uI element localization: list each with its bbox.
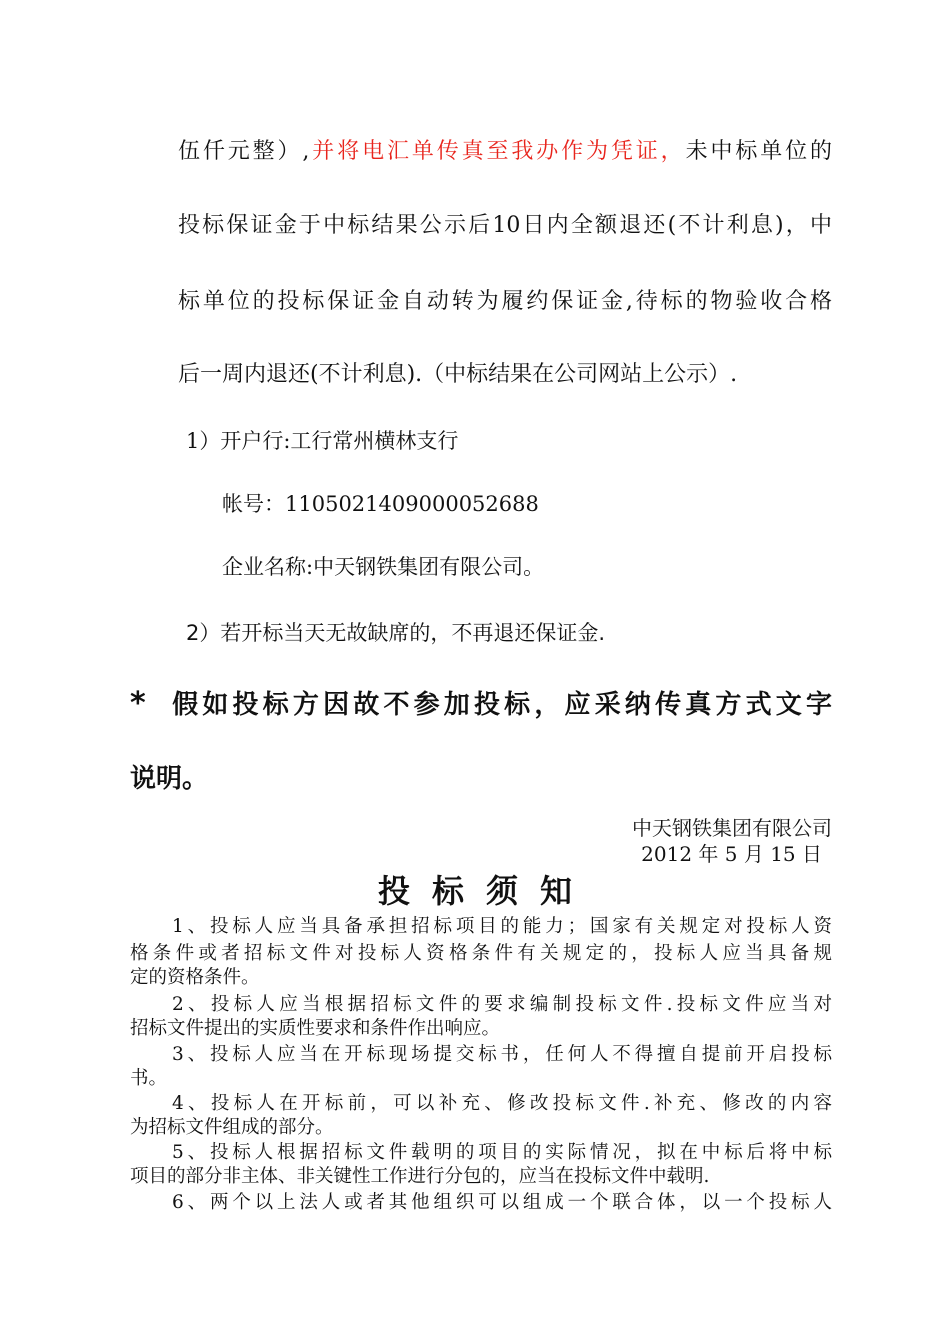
paragraph-line-1-b: 未中标单位的 [685, 139, 832, 164]
rule-4-line-2: 为招标文件组成的部分。 [130, 1117, 334, 1138]
rule-5-line-1: 5、投标人根据招标文件载明的项目的实际情况，拟在中标后将中标 [172, 1142, 832, 1163]
fax-instruction-highlight: 并将电汇单传真至我办作为凭证， [309, 139, 686, 164]
rule-2-line-2: 招标文件提出的实质性要求和条件作出响应。 [130, 1018, 501, 1039]
asterisk-icon: * [130, 686, 146, 721]
bank-account: 帐号：1105021409000052688 [222, 492, 539, 516]
bank-item-1: 1）开户行:工行常州横林支行 [186, 429, 459, 453]
rule-3-line-2: 书。 [130, 1068, 168, 1089]
rule-4-line-1: 4、投标人在开标前，可以补充、修改投标文件.补充、修改的内容 [172, 1093, 832, 1114]
section-title: 投标须知 [377, 872, 594, 910]
paragraph-line-1-a: 伍仟元整）, [178, 139, 310, 164]
rule-5-line-2: 项目的部分非主体、非关键性工作进行分包的，应当在投标文件中载明. [130, 1166, 710, 1187]
signature-company: 中天钢铁集团有限公司 [632, 816, 832, 840]
absence-notice-line-1 [130, 684, 832, 721]
rule-2-line-1: 2、投标人应当根据招标文件的要求编制投标文件.投标文件应当对 [172, 994, 832, 1015]
rule-1-line-2: 格条件或者招标文件对投标人资格条件有关规定的，投标人应当具备规 [130, 943, 832, 964]
rule-1-line-1: 1、投标人应当具备承担招标项目的能力；国家有关规定对投标人资 [172, 916, 832, 937]
paragraph-line-3: 标单位的投标保证金自动转为履约保证金,待标的物验收合格 [178, 289, 832, 314]
paragraph-line-4: 后一周内退还(不计利息).（中标结果在公司网站上公示）. [178, 362, 738, 387]
bank-item-2: 2）若开标当天无故缺席的，不再退还保证金. [186, 621, 606, 645]
paragraph-line-1 [178, 134, 832, 165]
rule-3-line-1: 3、投标人应当在开标现场提交标书，任何人不得擅自提前开启投标 [172, 1044, 832, 1065]
absence-notice-text: 假如投标方因故不参加投标，应采纳传真方式文字 [172, 690, 832, 720]
absence-notice-line-2: 说明。 [130, 764, 209, 794]
rule-1-line-3: 定的资格条件。 [130, 967, 260, 988]
paragraph-line-2: 投标保证金于中标结果公示后10日内全额退还(不计利息)，中 [178, 213, 832, 238]
rule-6-line-1: 6、两个以上法人或者其他组织可以组成一个联合体，以一个投标人 [172, 1192, 832, 1213]
signature-date: 2012 年 5 月 15 日 [641, 842, 822, 866]
bank-company-name: 企业名称:中天钢铁集团有限公司。 [222, 555, 545, 579]
